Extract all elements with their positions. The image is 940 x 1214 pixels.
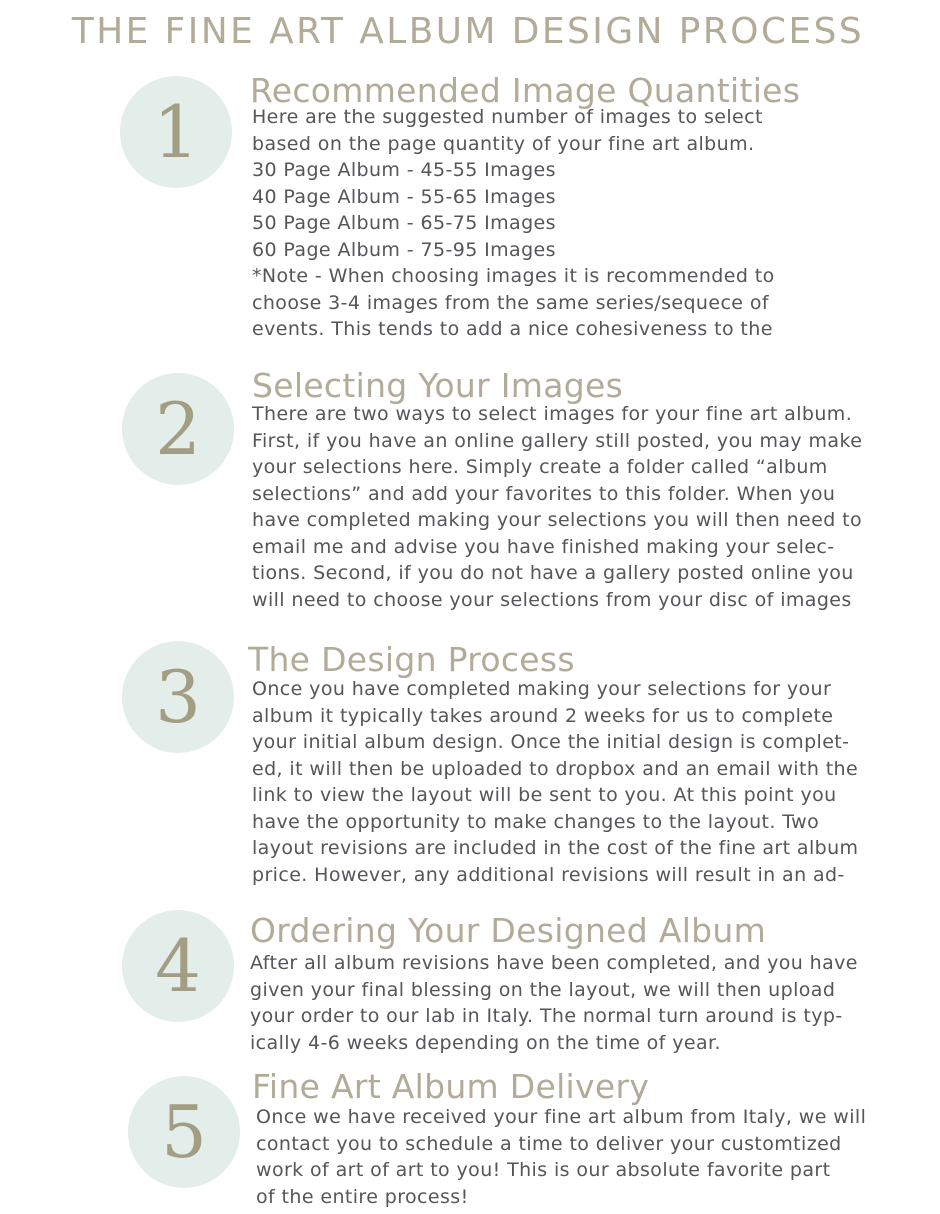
step-number-circle bbox=[122, 910, 234, 1022]
body-line: of the entire process! bbox=[256, 1185, 469, 1208]
step-body bbox=[256, 1104, 866, 1210]
body-line: There are two ways to select images for your fine art album. bbox=[252, 403, 853, 425]
body-line: events. This tends to add a nice cohesiveness to the bbox=[252, 318, 773, 340]
body-line: Once we have received your fine art album from Italy, we will bbox=[256, 1106, 867, 1128]
body-line: 30 Page Album - 45-55 Images bbox=[252, 159, 556, 181]
body-line: link to view the layout will be sent to you. At this point you bbox=[252, 784, 837, 806]
body-line: selections” and add your favorites to this folder. When you bbox=[252, 482, 836, 505]
body-line: 50 Page Album - 65-75 Images bbox=[252, 212, 556, 234]
body-line: have the opportunity to make changes to the layout. Two bbox=[252, 810, 820, 833]
step-heading: Recommended Image Quantities bbox=[250, 71, 801, 110]
step-number-circle bbox=[120, 76, 232, 188]
body-line: email me and advise you have finished making your selec- bbox=[252, 535, 835, 558]
body-line: Here are the suggested number of images to select bbox=[252, 106, 763, 128]
body-line: contact you to schedule a time to deliver your customtized bbox=[256, 1132, 842, 1155]
body-line: ically 4-6 weeks depending on the time of year. bbox=[250, 1031, 721, 1054]
step-body bbox=[252, 676, 858, 888]
body-line: album it typically takes around 2 weeks for us to complete bbox=[252, 704, 834, 727]
body-line: will need to choose your selections from your disc of images bbox=[252, 588, 852, 611]
step-body bbox=[250, 950, 858, 1056]
body-line: based on the page quantity of your fine art album. bbox=[252, 132, 755, 155]
step-number-circle bbox=[128, 1076, 240, 1188]
step-body bbox=[252, 104, 775, 343]
step-body bbox=[252, 401, 862, 613]
body-line: given your final blessing on the layout, we will then upload bbox=[250, 978, 836, 1001]
body-line: *Note - When choosing images it is recommended to bbox=[252, 265, 775, 287]
step-number-circle bbox=[122, 373, 234, 485]
step-heading: Fine Art Album Delivery bbox=[252, 1067, 650, 1106]
step-number: 5 bbox=[161, 1090, 207, 1174]
body-line: choose 3-4 images from the same series/sequece of bbox=[252, 291, 769, 314]
body-line: layout revisions are included in the cost of the fine art album bbox=[252, 837, 859, 859]
body-line: 40 Page Album - 55-65 Images bbox=[252, 185, 556, 208]
body-line: work of art of art to you! This is our absolute favorite part bbox=[256, 1159, 831, 1181]
body-line: have completed making your selections you will then need to bbox=[252, 509, 863, 531]
step-number-circle bbox=[122, 641, 234, 753]
body-line: price. However, any additional revisions will result in an ad- bbox=[252, 863, 845, 886]
step-heading: Ordering Your Designed Album bbox=[250, 911, 767, 950]
step-number: 3 bbox=[155, 655, 201, 739]
body-line: 60 Page Album - 75-95 Images bbox=[252, 238, 556, 261]
body-line: your initial album design. Once the initial design is complet- bbox=[252, 731, 850, 753]
body-line: tions. Second, if you do not have a gallery posted online you bbox=[252, 562, 854, 584]
step-heading: Selecting Your Images bbox=[252, 366, 624, 405]
body-line: ed, it will then be uploaded to dropbox and an email with the bbox=[252, 757, 859, 780]
step-number: 4 bbox=[155, 924, 201, 1008]
step-heading: The Design Process bbox=[248, 640, 575, 679]
body-line: Once you have completed making your selections for your bbox=[252, 678, 832, 700]
step-number: 1 bbox=[153, 90, 199, 174]
body-line: First, if you have an online gallery still posted, you may make bbox=[252, 429, 863, 452]
body-line: your order to our lab in Italy. The normal turn around is typ- bbox=[250, 1005, 843, 1027]
step-number: 2 bbox=[155, 387, 201, 471]
page-title: THE FINE ART ALBUM DESIGN PROCESS bbox=[71, 11, 865, 52]
body-line: your selections here. Simply create a folder called “album bbox=[252, 456, 828, 478]
body-line: After all album revisions have been completed, and you have bbox=[250, 952, 858, 974]
